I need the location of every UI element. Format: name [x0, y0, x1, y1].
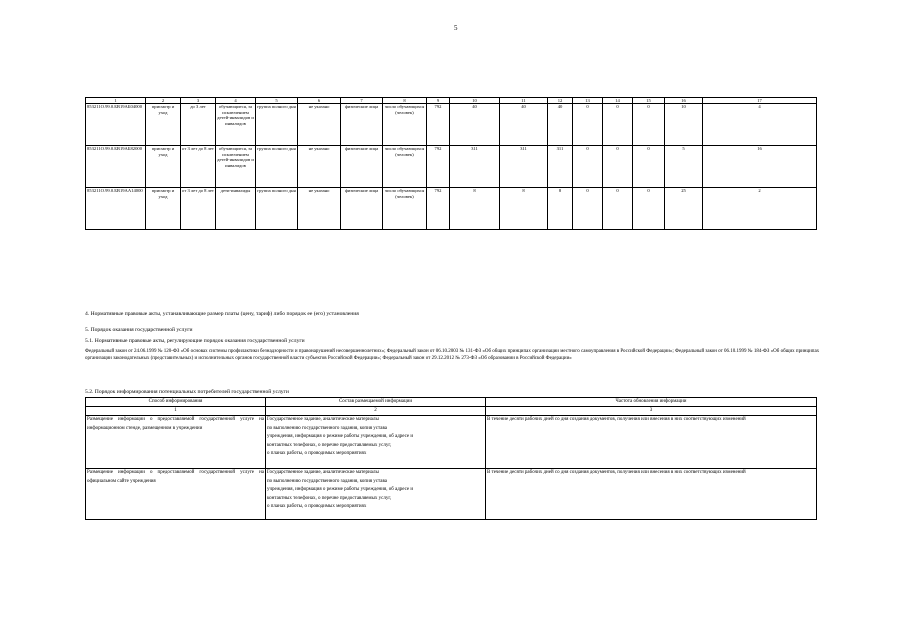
table-cell: 5	[665, 146, 703, 188]
table-row	[86, 146, 817, 188]
section-5-2-heading: 5.2. Порядок информирования потенциальных потребителей государственной услуги	[85, 389, 289, 395]
table-cell: 0	[633, 104, 665, 146]
table-cell: 16	[703, 146, 817, 188]
table-row	[86, 188, 817, 230]
table-cell: 792	[427, 188, 450, 230]
section-4-heading: 4. Нормативные правовые акты, устанавливающие размер платы (цену, тариф) либо порядок ее (его) установления	[85, 311, 359, 317]
informing-method-cell: Размещение информации о предоставляемой государственной услуге на информационном стенде, размещенном в учреждении	[86, 416, 266, 469]
table-cell: число обучающихся (человек)	[383, 188, 427, 230]
table-cell: 792	[427, 146, 450, 188]
column-number-row	[86, 407, 817, 416]
table-cell: присмотр и уход	[146, 146, 181, 188]
table-cell: присмотр и уход	[146, 188, 181, 230]
table-cell: число обучающихся (человек)	[383, 104, 427, 146]
table-cell: физические лица	[341, 188, 383, 230]
table-row	[86, 416, 817, 469]
table-row	[86, 104, 817, 146]
column-number-cell: 13	[573, 98, 603, 104]
content-line: о планах работы, о проводимых мероприятиях	[267, 504, 367, 510]
table-header-row	[86, 398, 817, 407]
service-volume-table	[85, 97, 817, 230]
table-cell: 0	[573, 104, 603, 146]
column-number-cell: 7	[341, 98, 383, 104]
section-5-1-heading: 5.1. Нормативные правовые акты, регулирующие порядок оказания государственной услуги	[85, 338, 305, 344]
column-header-cell: Частота обновления информации	[486, 398, 817, 407]
section-5-heading: 5. Порядок оказания государственной услуги	[85, 327, 193, 333]
content-line: о планах работы, о проводимых мероприятиях	[267, 451, 367, 457]
table-cell: 8	[450, 188, 500, 230]
page-number: 5	[454, 24, 458, 32]
table-cell: 40	[548, 104, 573, 146]
table-cell: 8	[500, 188, 548, 230]
table-cell: 853211О.99.0.БВ19АБ04000	[86, 104, 146, 146]
table-cell: 0	[603, 188, 633, 230]
column-number-cell: 9	[427, 98, 450, 104]
table-cell: 4	[703, 104, 817, 146]
table-cell: группа полного дня	[256, 146, 298, 188]
content-line: контактных телефонах, о перечне предоставляемых услуг,	[267, 495, 392, 501]
column-number-cell: 6	[298, 98, 341, 104]
column-number-cell: 2	[266, 407, 486, 416]
table-cell: 853211О.99.0.БВ19АБ82000	[86, 146, 146, 188]
column-number-cell: 11	[500, 98, 548, 104]
table-cell: до 3 лет	[181, 104, 216, 146]
table-cell: 40	[450, 104, 500, 146]
table-cell: обучающиеся, за исключением детей-инвалидов и инвалидов	[216, 104, 256, 146]
table-cell: дети-инвалиды	[216, 188, 256, 230]
table-cell: не указано	[298, 146, 341, 188]
column-number-cell: 1	[86, 407, 266, 416]
table-cell: число обучающихся (человек)	[383, 146, 427, 188]
information-content-cell	[266, 416, 486, 469]
table-cell: 40	[500, 104, 548, 146]
table-cell: не указано	[298, 188, 341, 230]
table-cell: не указано	[298, 104, 341, 146]
column-number-cell: 2	[146, 98, 181, 104]
column-number-cell: 16	[665, 98, 703, 104]
column-number-cell: 1	[86, 98, 146, 104]
column-number-cell: 14	[603, 98, 633, 104]
table-cell: физические лица	[341, 104, 383, 146]
information-content-cell	[266, 469, 486, 520]
laws-paragraph: Федеральный закон от 24.06.1999 № 120-ФЗ «Об основах системы профилактики безнадзорности и правонарушений несовершеннолетних»; Федеральный закон от 06.10.2003 № 131-ФЗ «Об общих принципах организации местного самоуправления в Российской Федерации»; Федеральный закон от 06.10.1999 № 184-ФЗ «Об общих принципах организации законодательных (представительных) и исполнительных органов государственной власти субъектов Российской Федерации»; Федеральный закон от 29.12.2012 № 273-ФЗ «Об образовании в Российской Федерации»	[85, 349, 820, 361]
table-cell: группа полного дня	[256, 188, 298, 230]
table-cell: 0	[573, 188, 603, 230]
content-line: учреждения, информация о режиме работы учреждения, об адресе и	[267, 434, 414, 440]
column-number-cell: 3	[181, 98, 216, 104]
content-line: по выполнению государственного задания, копия устава	[267, 478, 388, 484]
content-line: учреждения, информация о режиме работы учреждения, об адресе и	[267, 487, 414, 493]
column-number-cell: 17	[703, 98, 817, 104]
update-frequency-cell: В течение десяти рабочих дней со дня создания документов, получения или внесения в них соответствующих изменений	[486, 416, 817, 469]
table-cell: присмотр и уход	[146, 104, 181, 146]
content-line: Государственное задание, аналитические материалы	[267, 470, 379, 475]
column-number-cell: 12	[548, 98, 573, 104]
column-number-cell: 3	[486, 407, 817, 416]
table-cell: 311	[450, 146, 500, 188]
table-cell: 10	[665, 104, 703, 146]
column-number-cell: 5	[256, 98, 298, 104]
table-cell: 0	[603, 146, 633, 188]
table-cell: группа полного дня	[256, 104, 298, 146]
table-cell: 311	[500, 146, 548, 188]
column-number-cell: 4	[216, 98, 256, 104]
table-cell: 8	[548, 188, 573, 230]
column-header-cell: Состав размещаемой информации	[266, 398, 486, 407]
column-number-cell: 10	[450, 98, 500, 104]
table-cell: 792	[427, 104, 450, 146]
column-header-cell: Способ информирования	[86, 398, 266, 407]
informing-method-cell: Размещение информации о предоставляемой государственной услуге на официальном сайте учреждения	[86, 469, 266, 520]
column-number-cell: 8	[383, 98, 427, 104]
content-line: Государственное задание, аналитические материалы	[267, 417, 379, 422]
table-row	[86, 469, 817, 520]
content-line: по выполнению государственного задания, копия устава	[267, 425, 388, 431]
table-cell: 25	[665, 188, 703, 230]
table-cell: обучающиеся, за исключением детей-инвалидов и инвалидов	[216, 146, 256, 188]
table-cell: 853211О.99.0.БВ19АА14000	[86, 188, 146, 230]
table-cell: от 3 лет до 8 лет	[181, 188, 216, 230]
table-cell: физические лица	[341, 146, 383, 188]
table-cell: 0	[603, 104, 633, 146]
table-cell: 311	[548, 146, 573, 188]
table-cell: 0	[573, 146, 603, 188]
table-cell: от 3 лет до 8 лет	[181, 146, 216, 188]
content-line: контактных телефонах, о перечне предоставляемых услуг,	[267, 442, 392, 448]
table-cell: 0	[633, 188, 665, 230]
table-cell: 0	[633, 146, 665, 188]
update-frequency-cell: В течение десяти рабочих дней со дня создания документов, получения или внесения в них соответствующих изменений	[486, 469, 817, 520]
informing-table	[85, 397, 817, 520]
column-number-cell: 15	[633, 98, 665, 104]
table-cell: 2	[703, 188, 817, 230]
